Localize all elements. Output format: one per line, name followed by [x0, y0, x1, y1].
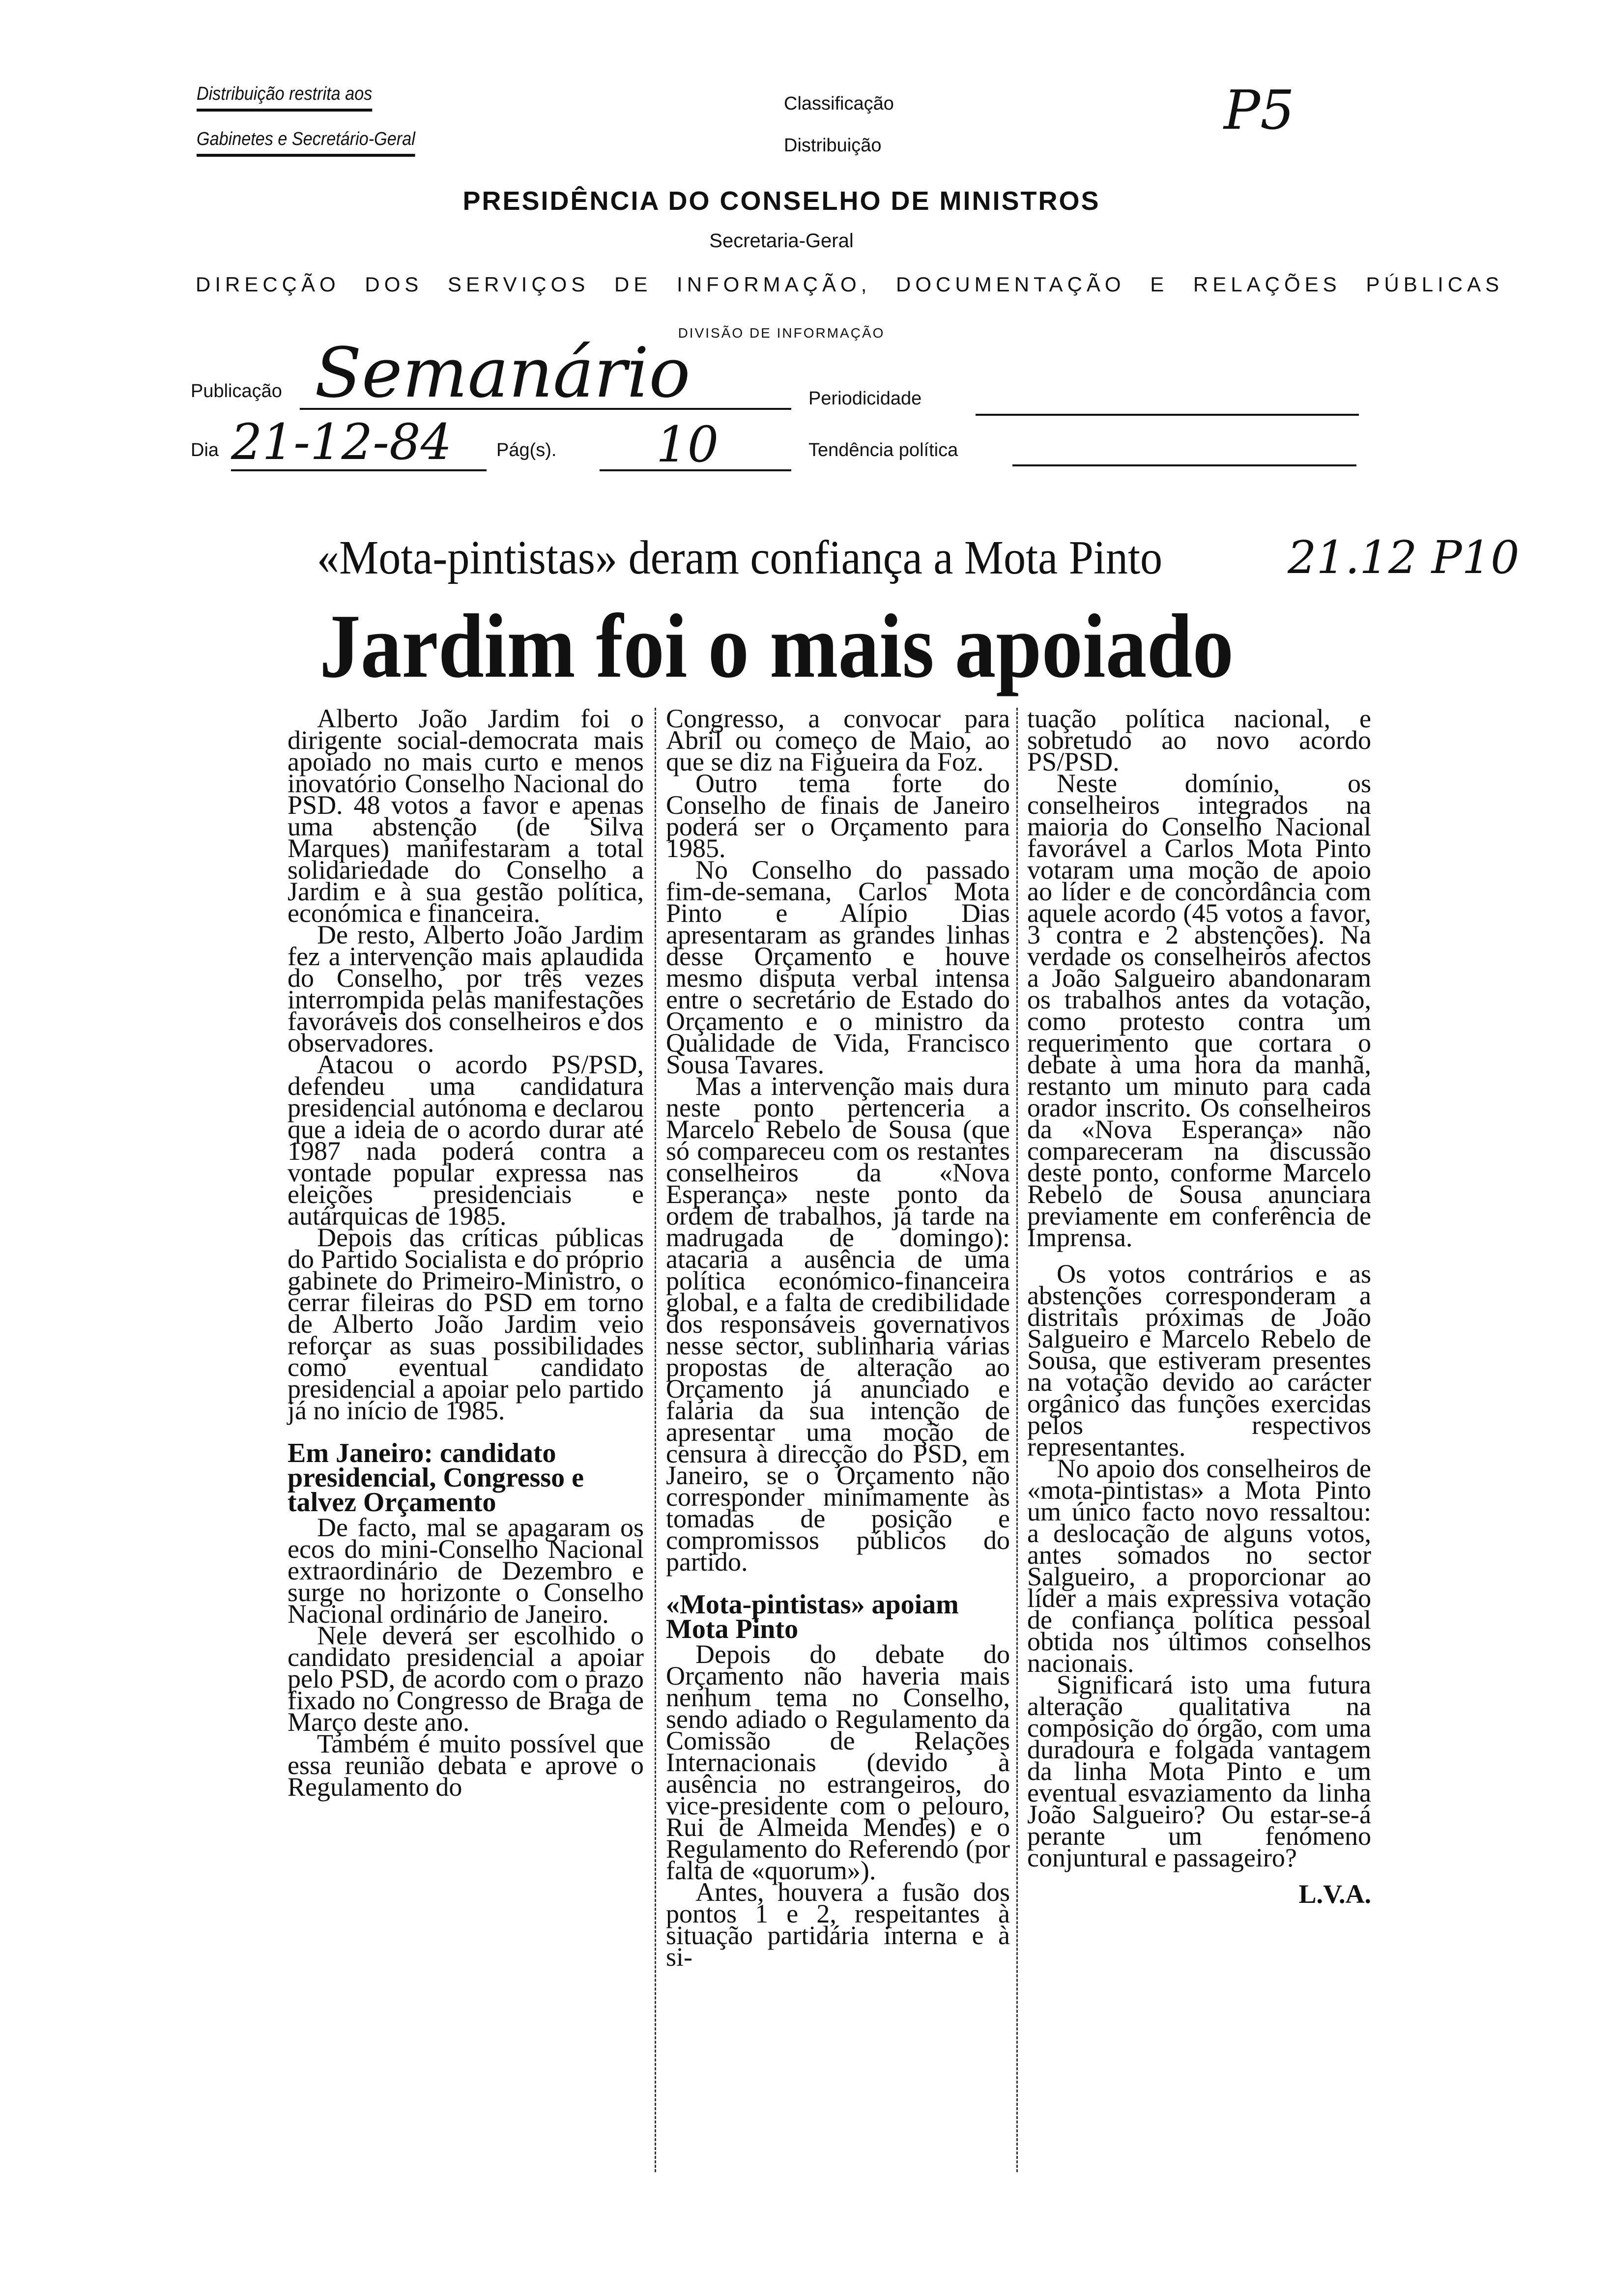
publication-line — [300, 408, 791, 410]
paragraph: Nele deverá ser escolhido o candidato presidencial a apoiar pelo PSD, de acordo com o prazo fixado no Congresso de Braga de Março deste ano. — [288, 1621, 644, 1737]
paragraph: Também é muito possível que essa reunião debata e aprove o Regulamento do — [288, 1729, 644, 1802]
paragraph: Alberto João Jardim foi o dirigente social-democrata mais apoiado no mais curto e menos inovatório Conselho Nacional do PSD. 48 votos a favor e apenas uma abstenção (de Silva Marques) manifestaram a total solidariedade do Conselho a Jardim e à sua gestão política, económica e financeira. — [288, 704, 644, 928]
subheading: «Mota-pintistas» apoiam Mota Pinto — [666, 1589, 959, 1644]
handwritten-date-note: 21.12 P10 — [1288, 531, 1520, 584]
tendency-label: Tendência política — [808, 440, 958, 460]
org-subtitle: Secretaria-Geral — [709, 230, 854, 252]
tendency-line — [1012, 464, 1356, 466]
direction-title: DIRECÇÃO DOS SERVIÇOS DE INFORMAÇÃO, DOCUMENTAÇÃO E RELAÇÕES PÚBLICAS — [196, 273, 1504, 296]
publication-label: Publicação — [191, 381, 282, 402]
subheading: Em Janeiro: candidato presidencial, Congresso e talvez Orçamento — [288, 1438, 584, 1518]
pages-label: Pág(s). — [496, 440, 557, 460]
article-column-2 — [666, 704, 1010, 1972]
day-line — [231, 469, 487, 471]
paragraph: Mas a intervenção mais dura neste ponto pertenceria a Marcelo Rebelo de Sousa (que só compareceu com os restantes conselheiros da «Nova Esperança» neste ponto da ordem de trabalhos, já tarde na madrugada de domingo): atacaria a ausência de uma política económico-financeira global, e a falta de credibilidade dos responsáveis governativos nesse sector, sublinharia várias propostas de alteração ao Orçamento já anunciado e falaria da sua intenção de apresentar uma moção de censura à direcção do PSD, em Janeiro, se o Orçamento não corresponder minimamente às tomadas de posição e compromissos públicos do partido. — [666, 1071, 1010, 1577]
periodicity-label: Periodicidade — [808, 388, 922, 409]
paragraph: Congresso, a convocar para Abril ou começo de Maio, ao que se diz na Figueira da Foz. — [666, 704, 1010, 776]
restricted-distribution-line1: Distribuição restrita aos — [197, 84, 372, 112]
publication-value: Semanário — [315, 333, 691, 413]
author-signature: L.V.A. — [1298, 1879, 1371, 1909]
org-title: PRESIDÊNCIA DO CONSELHO DE MINISTROS — [462, 186, 1100, 216]
paragraph: Antes, houvera a fusão dos pontos 1 e 2, respeitantes à situação partidária interna e à si- — [666, 1877, 1010, 1972]
corner-handwritten-note: P5 — [1224, 79, 1295, 142]
article-column-3 — [1027, 704, 1371, 1909]
article-kicker: «Mota-pintistas» deram confiança a Mota Pinto — [317, 531, 1163, 584]
paragraph: tuação política nacional, e sobretudo ao novo acordo PS/PSD. — [1027, 704, 1371, 776]
paragraph: Neste domínio, os conselheiros integrados na maioria do Conselho Nacional favorável a Carlos Mota Pinto votaram uma moção de apoio ao líder e de concordância com aquele acordo (45 votos a favor, 3 contra e 2 abstenções). Na verdade os conselheiros afectos a João Salgueiro abandonaram os trabalhos antes da votação, como protesto contra um requerimento que cortara o debate à uma hora da manhã, restanto um minuto para cada orador inscrito. Os conselheiros da «Nova Esperança» não compareceram na discussão deste ponto, conforme Marcelo Rebelo de Sousa anunciara previamente em conferência de Imprensa. — [1027, 769, 1371, 1252]
classification-label: Classificação — [784, 93, 894, 114]
paragraph: Atacou o acordo PS/PSD, defendeu uma candidatura presidencial autónoma e declarou que a ideia de o acordo durar até 1987 nada poderá contra a vontade popular expressa nas eleições presidenciais e autárquicas de 1985. — [288, 1050, 644, 1231]
paragraph: No apoio dos conselheiros de «mota-pintistas» a Mota Pinto um único facto novo ressaltou: a deslocação de alguns votos, antes somados no sector Salgueiro, a proporcionar ao líder a mais expressiva votação de confiança política pessoal obtida nos últimos conselhos nacionais. — [1027, 1454, 1371, 1678]
day-value: 21-12-84 — [231, 413, 452, 471]
article-headline: Jardim foi o mais apoiado — [319, 596, 1234, 697]
paragraph: Depois do debate do Orçamento não haveria mais nenhum tema no Conselho, sendo adiado o Regulamento da Comissão de Relações Internacionais (devido à ausência no estrangeiros, do vice-presidente com o pelouro, Rui de Almeida Mendes) e o Regulamento do Referendo (por falta de «quorum»). — [666, 1639, 1010, 1885]
paragraph: Depois das críticas públicas do Partido Socialista e do próprio gabinete do Primeiro-Ministro, o cerrar fileiras do PSD em torno de Alberto João Jardim veio reforçar as suas possibilidades como eventual candidato presidencial a apoiar pelo partido já no início de 1985. — [288, 1223, 644, 1425]
article-column-1 — [288, 704, 644, 1802]
paragraph: Outro tema forte do Conselho de finais de Janeiro poderá ser o Orçamento para 1985. — [666, 769, 1010, 863]
paragraph: De resto, Alberto João Jardim fez a intervenção mais aplaudida do Conselho, por três vezes interrompida pelas manifestações favoráveis dos conselheiros e dos observadores. — [288, 920, 644, 1058]
restricted-distribution-line2: Gabinetes e Secretário-Geral — [197, 129, 415, 157]
paragraph: Os votos contrários e as abstenções corresponderam a distritais próximas de João Salgueiro e Marcelo Rebelo de Sousa, que estiveram presentes na votação devido ao carácter orgânico das funções exercidas pelos respectivos representantes. — [1027, 1259, 1371, 1462]
periodicity-line — [976, 414, 1359, 416]
paragraph: Significará isto uma futura alteração qualitativa na composição do órgão, com uma duradoura e folgada vantagem da linha Mota Pinto e um eventual esvaziamento da linha João Salgueiro? Ou estar-se-á perante um fenómeno conjuntural e passageiro? — [1027, 1670, 1371, 1872]
distribution-label: Distribuição — [784, 135, 882, 156]
paragraph: No Conselho do passado fim-de-semana, Carlos Mota Pinto e Alípio Dias apresentaram as grandes linhas desse Orçamento e houve mesmo disputa verbal intensa entre o secretário de Estado do Orçamento e o ministro da Qualidade de Vida, Francisco Sousa Tavares. — [666, 855, 1010, 1079]
pages-line — [600, 469, 791, 471]
pages-value: 10 — [656, 416, 719, 473]
day-label: Dia — [191, 440, 219, 460]
division-title: DIVISÃO DE INFORMAÇÃO — [678, 325, 885, 341]
paragraph: De facto, mal se apagaram os ecos do mini-Conselho Nacional extraordinário de Dezembro e surge no horizonte o Conselho Nacional ordinário de Janeiro. — [288, 1513, 644, 1629]
column-divider — [1016, 708, 1018, 2172]
column-divider — [655, 708, 656, 2172]
